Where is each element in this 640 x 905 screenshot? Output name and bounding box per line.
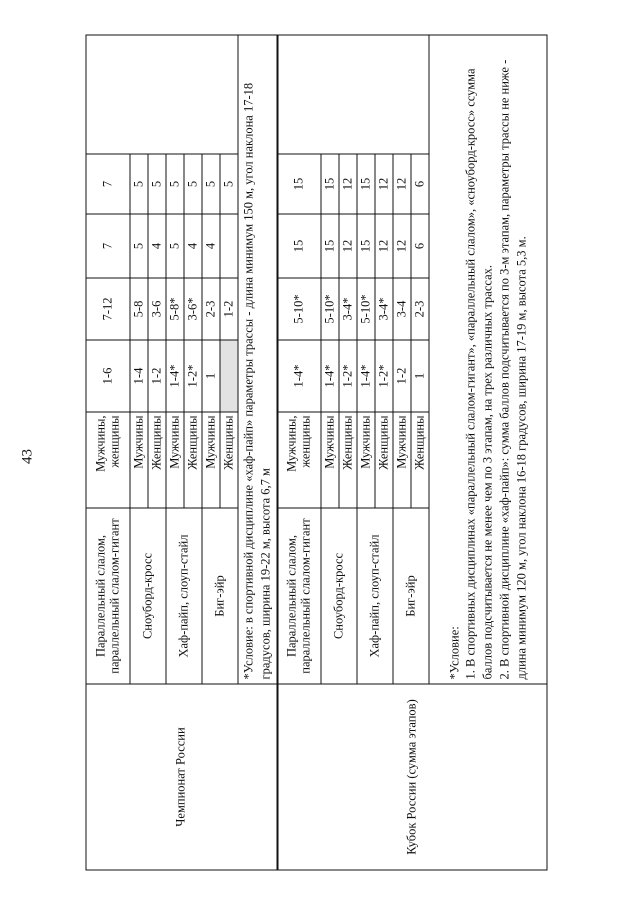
place-range-cell: 2-3 [411,278,429,340]
place-range-cell: 1-2* [375,340,393,412]
place-range-cell: 1-4* [166,340,184,412]
participants-cell: 15 [357,214,375,278]
participants-cell: 15 [321,214,339,278]
participants-cell: 7 [86,154,130,214]
place-range-cell: 3-4 [393,278,411,340]
participants-cell: 12 [339,154,357,214]
discipline-cell: Параллельный слалом, параллельный слалом-гигант [277,508,321,684]
sex-cell: Женщины [220,412,238,508]
sex-cell: Мужчины [321,412,339,508]
place-range-cell: 3-6* [184,278,202,340]
place-range-cell: 3-4* [375,278,393,340]
place-range-cell: 7-12 [86,278,130,340]
participants-cell: 15 [321,154,339,214]
condition-note-heading: *Условие: [446,625,461,679]
sex-cell: Мужчины, женщины [277,412,321,508]
participants-cell: 5 [130,154,148,214]
place-range-cell: 1-4* [277,340,321,412]
participants-cell: 6 [411,154,429,214]
condition-note [429,35,547,684]
participants-cell: 7 [86,214,130,278]
rotated-table-container [85,35,555,870]
condition-note-item: 1. В спортивных дисциплинах «параллельный слалом-гигант», «параллельный слалом», «сноуборд-кросс» ссумма баллов подсчитывается не менее чем по 3 этапам, на трех различных трассах. [463,67,495,679]
place-range-cell: 2-3 [202,278,220,340]
participants-cell: 15 [357,154,375,214]
place-range-cell: 5-10* [277,278,321,340]
competition-name: Кубок России (сумма этапов) [277,684,547,870]
empty-cell [86,35,238,154]
participants-cell: 15 [277,154,321,214]
sex-cell: Мужчины [202,412,220,508]
place-range-cell: 1-2* [184,340,202,412]
sex-cell: Мужчины [130,412,148,508]
sex-cell: Мужчины [357,412,375,508]
discipline-cell: Сноуборд-кросс [130,508,166,684]
discipline-cell: Биг-эйр [202,508,238,684]
participants-cell: 12 [375,154,393,214]
place-range-cell: 3-6 [148,278,166,340]
place-range-cell: 1-2 [220,278,238,340]
place-range-cell [220,340,238,412]
sex-cell: Мужчины [166,412,184,508]
page-number: 43 [19,449,36,464]
classification-table [85,34,547,870]
discipline-cell: Хаф-пайп, слоуп-стайл [166,508,202,684]
participants-cell: 4 [148,214,166,278]
place-range-cell: 1 [411,340,429,412]
table-row [277,35,321,870]
place-range-cell: 1-2* [339,340,357,412]
participants-cell: 12 [375,214,393,278]
place-range-cell: 1-4* [357,340,375,412]
place-range-cell: 5-10* [357,278,375,340]
participants-cell: 5 [202,154,220,214]
participants-cell: 4 [184,214,202,278]
participants-cell: 4 [202,214,220,278]
competition-name: Чемпионат России [86,684,277,870]
place-range-cell: 1-2 [148,340,166,412]
participants-cell: 5 [130,214,148,278]
discipline-cell: Биг-эйр [393,508,429,684]
participants-cell: 6 [411,214,429,278]
sex-cell: Мужчины [393,412,411,508]
empty-cell [277,35,429,154]
place-range-cell: 1-6 [86,340,130,412]
place-range-cell: 1-4* [321,340,339,412]
sex-cell: Мужчины, женщины [86,412,130,508]
place-range-cell: 1 [202,340,220,412]
participants-cell: 15 [277,214,321,278]
sex-cell: Женщины [411,412,429,508]
table-row [86,35,130,870]
participants-cell: 5 [184,154,202,214]
discipline-cell: Параллельный слалом, параллельный слалом-гигант [86,508,130,684]
sex-cell: Женщины [148,412,166,508]
condition-note-item: 2. В спортивной дисциплине «хаф-пайп»: сумма баллов подсчитывается по 3-м этапам, параметры трассы не ниже - длина минимум 120 м, угол наклона 16-18 градусов, ширина 17-19 м, высота 5,3 м. [497,59,529,679]
participants-cell: 5 [166,154,184,214]
participants-cell: 5 [166,214,184,278]
sex-cell: Женщины [184,412,202,508]
place-range-cell: 5-8 [130,278,148,340]
place-range-cell: 5-10* [321,278,339,340]
participants-cell: 12 [339,214,357,278]
place-range-cell: 1-4 [130,340,148,412]
place-range-cell: 1-2 [393,340,411,412]
discipline-cell: Хаф-пайп, слоуп-стайл [357,508,393,684]
participants-cell [220,214,238,278]
participants-cell: 12 [393,214,411,278]
discipline-cell: Сноуборд-кросс [321,508,357,684]
condition-note: *Условие: в спортивной дисциплине «хаф-пайп» параметры трассы - длина минимум 150 м, угол наклона 17-18 градусов, ширина 19-22 м, высота 6,7 м [238,35,277,684]
place-range-cell: 5-8* [166,278,184,340]
sex-cell: Женщины [339,412,357,508]
participants-cell: 12 [393,154,411,214]
sex-cell: Женщины [375,412,393,508]
participants-cell: 5 [220,154,238,214]
participants-cell: 5 [148,154,166,214]
place-range-cell: 3-4* [339,278,357,340]
